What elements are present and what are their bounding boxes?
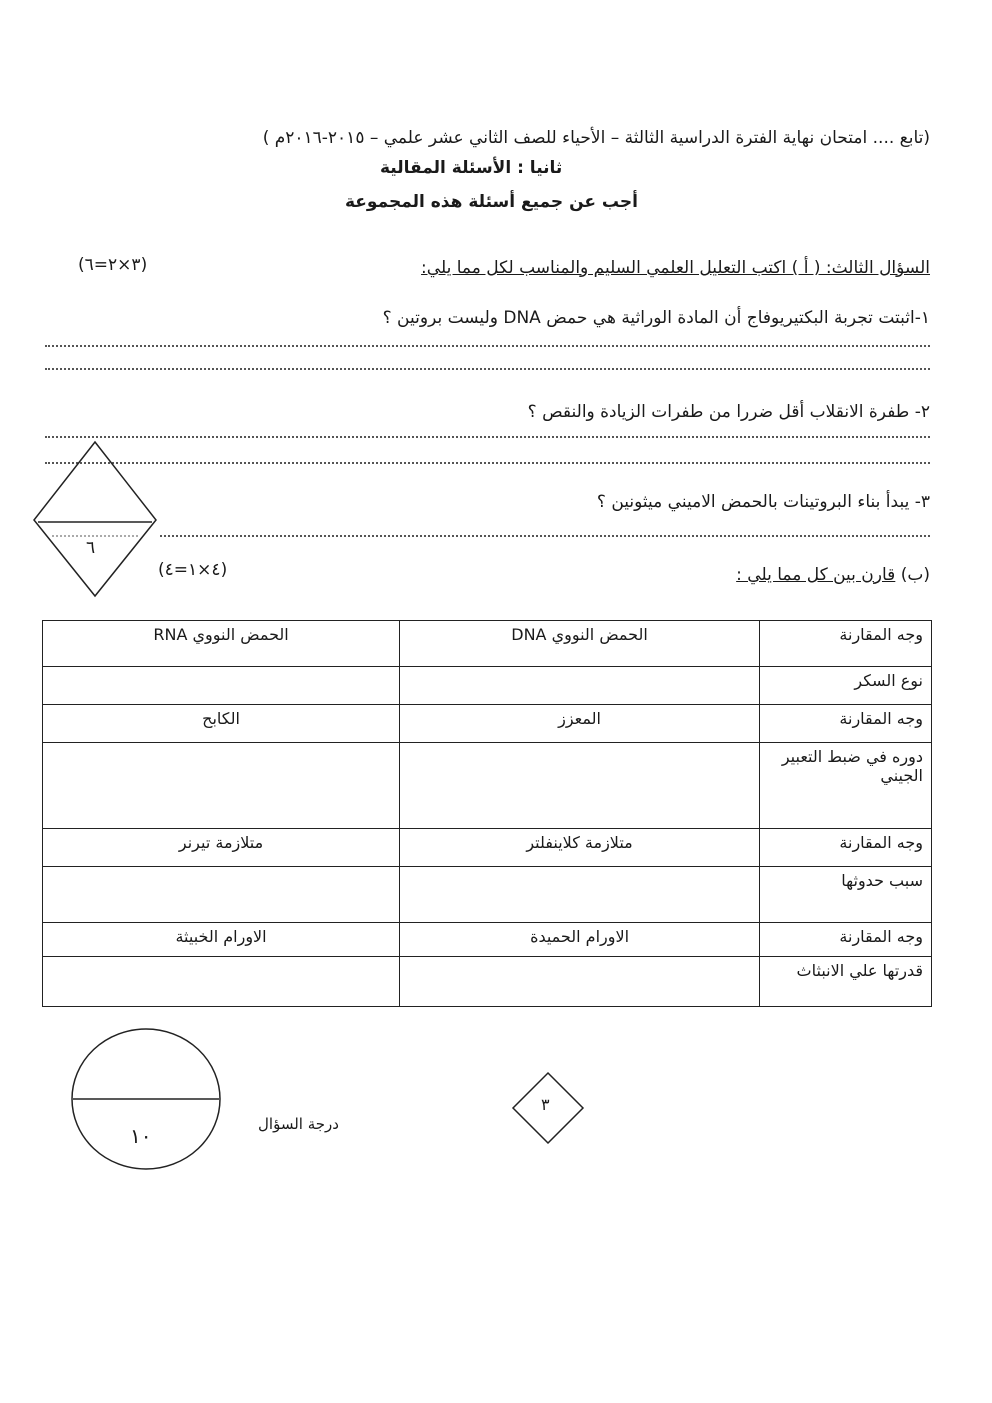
question-2-text: ٢- طفرة الانقلاب أقل ضررا من طفرات الزيادة والنقص ؟: [527, 402, 930, 422]
answer-cell[interactable]: [400, 867, 760, 923]
answer-line[interactable]: [45, 345, 930, 347]
answer-cell[interactable]: [400, 957, 760, 1007]
aspect-cell: سبب حدوثها: [760, 867, 932, 923]
question-3-text: ٣- يبدأ بناء البروتينات بالحمض الاميني ميثونين ؟: [596, 492, 930, 512]
section-heading-essay: ثانيا : الأسئلة المقالية: [380, 158, 563, 178]
column-a-cell: الحمض النووي DNA: [400, 621, 760, 667]
score-diamond: [30, 440, 160, 600]
answer-line[interactable]: [45, 368, 930, 370]
page-number: ٣: [541, 1095, 550, 1114]
column-a-cell: الاورام الحميدة: [400, 923, 760, 957]
instructions-text: أجب عن جميع أسئلة هذه المجموعة: [345, 192, 638, 212]
section-b-main: قارن بين كل مما يلي :: [736, 565, 896, 585]
table-row: [43, 829, 932, 867]
answer-cell[interactable]: [43, 867, 400, 923]
table-row: [43, 705, 932, 743]
score-diamond-outline: [34, 442, 156, 596]
table-row: [43, 867, 932, 923]
aspect-cell: نوع السكر: [760, 667, 932, 705]
aspect-cell: وجه المقارنة: [760, 829, 932, 867]
answer-cell[interactable]: [400, 667, 760, 705]
table-row: [43, 743, 932, 829]
answer-line[interactable]: [45, 436, 930, 438]
table-row: [43, 621, 932, 667]
aspect-cell: وجه المقارنة: [760, 923, 932, 957]
answer-cell[interactable]: [400, 743, 760, 829]
aspect-cell: وجه المقارنة: [760, 621, 932, 667]
question-score-label: درجة السؤال: [258, 1115, 339, 1133]
question-three-a-title: السؤال الثالث: ( أ ) اكتب التعليل العلمي السليم والمناسب لكل مما يلي:: [421, 258, 930, 278]
column-b-cell: الكابح: [43, 705, 400, 743]
comparison-table: [42, 620, 932, 1007]
table-row: [43, 957, 932, 1007]
aspect-cell: دوره في ضبط التعبير الجيني: [760, 743, 932, 829]
answer-cell[interactable]: [43, 743, 400, 829]
section-b-title: [736, 565, 930, 585]
column-b-cell: متلازمة تيرنر: [43, 829, 400, 867]
section-a-marks: (٣×٢=٦): [78, 255, 148, 275]
question-1-text: ١-اثبتت تجربة البكتيريوفاج أن المادة الوراثية هي حمض DNA وليست بروتين ؟: [382, 308, 930, 328]
total-score-circle: [68, 1025, 224, 1173]
aspect-cell: وجه المقارنة: [760, 705, 932, 743]
answer-cell[interactable]: [43, 667, 400, 705]
section-b-prefix: (ب): [895, 565, 930, 585]
aspect-cell: قدرتها علي الانبثاث: [760, 957, 932, 1007]
answer-line[interactable]: [45, 462, 930, 464]
table-row: [43, 923, 932, 957]
answer-cell[interactable]: [43, 957, 400, 1007]
column-a-cell: المعزز: [400, 705, 760, 743]
exam-header-title: (تابع .... امتحان نهاية الفترة الدراسية الثالثة – الأحياء للصف الثاني عشر علمي – ٢٠١٥-٢٠١٦م ): [262, 128, 930, 148]
column-b-cell: الحمض النووي RNA: [43, 621, 400, 667]
column-b-cell: الاورام الخبيثة: [43, 923, 400, 957]
table-row: [43, 667, 932, 705]
section-a-score: ٦: [86, 538, 96, 558]
answer-line[interactable]: [160, 535, 930, 537]
total-score-value: ١٠: [130, 1124, 152, 1148]
section-b-marks: (٤×١=٤): [158, 560, 228, 580]
column-a-cell: متلازمة كلاينفلتر: [400, 829, 760, 867]
